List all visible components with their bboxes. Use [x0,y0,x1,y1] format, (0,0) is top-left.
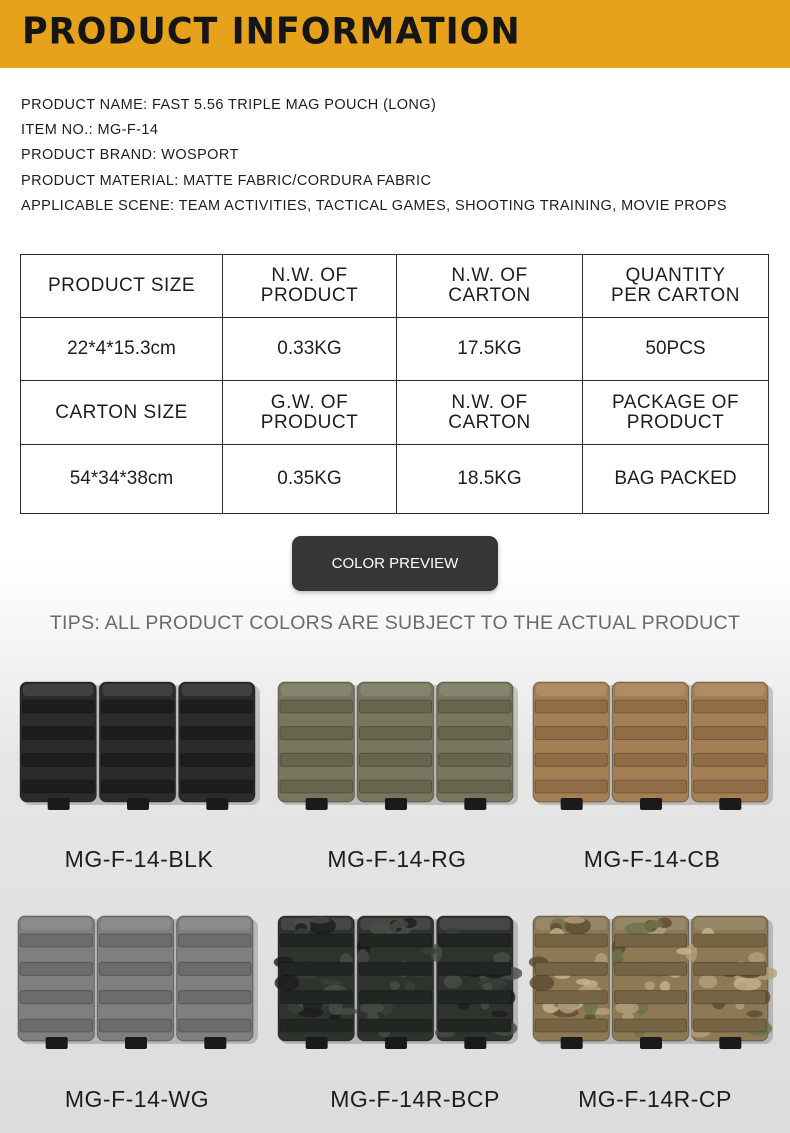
pouch-image [14,676,264,816]
table-cell: BAG PACKED [583,444,769,513]
table-cell: QUANTITY PER CARTON [583,255,769,318]
table-cell: PRODUCT SIZE [21,255,223,318]
info-product-material: PRODUCT MATERIAL: MATTE FABRIC/CORDURA FABRIC [21,172,432,189]
table-cell: CARTON SIZE [21,381,223,444]
pouch-image [272,676,522,816]
table-row [21,318,769,381]
product-info-list [21,93,727,219]
table-cell: N.W. OF CARTON [397,381,583,444]
info-product-name: PRODUCT NAME: FAST 5.56 TRIPLE MAG POUCH (LONG) [21,97,437,113]
pouch-image [12,910,262,1055]
product-tile-bcp[interactable] [272,910,522,1055]
table-cell: 50PCS [583,318,769,381]
info-applicable-scene: APPLICABLE SCENE: TEAM ACTIVITIES, TACTICAL GAMES, SHOOTING TRAINING, MOVIE PROPS [21,197,727,214]
table-cell: 17.5KG [397,318,583,381]
info-product-brand: PRODUCT BRAND: WOSPORT [21,147,239,164]
table-cell: 22*4*15.3cm [21,318,223,381]
table-cell: 18.5KG [397,444,583,513]
product-label: MG-F-14-WG [64,1086,210,1112]
table-cell: G.W. OF PRODUCT [223,381,397,444]
spec-table [20,254,769,514]
info-item-no: ITEM NO.: MG-F-14 [21,122,159,139]
table-cell: 54*34*38cm [21,444,223,513]
product-label: MG-F-14-CB [583,846,721,872]
tips-text: TIPS: ALL PRODUCT COLORS ARE SUBJECT TO THE ACTUAL PRODUCT [49,612,741,634]
pouch-image [527,910,777,1055]
product-tile-cp[interactable] [527,910,777,1055]
table-cell: PACKAGE OF PRODUCT [583,381,769,444]
table-row [21,381,769,444]
table-cell: 0.33KG [223,318,397,381]
table-cell: 0.35KG [223,444,397,513]
pouch-image [272,910,522,1055]
table-cell: N.W. OF PRODUCT [223,255,397,318]
product-label: MG-F-14-BLK [64,846,214,872]
pouch-image [527,676,777,816]
color-preview-button[interactable]: COLOR PREVIEW [292,536,498,591]
product-tile-cb[interactable] [527,676,777,816]
product-tile-rg[interactable] [272,676,522,816]
page-title: PRODUCT INFORMATION [22,11,521,53]
header-banner [0,0,790,68]
product-label: MG-F-14R-BCP [330,1086,500,1112]
table-row [21,255,769,318]
table-row [21,444,769,513]
product-tile-blk[interactable] [14,676,264,816]
product-label: MG-F-14R-CP [578,1086,732,1112]
product-label: MG-F-14-RG [327,846,467,872]
product-tile-wg[interactable] [12,910,262,1055]
table-cell: N.W. OF CARTON [397,255,583,318]
